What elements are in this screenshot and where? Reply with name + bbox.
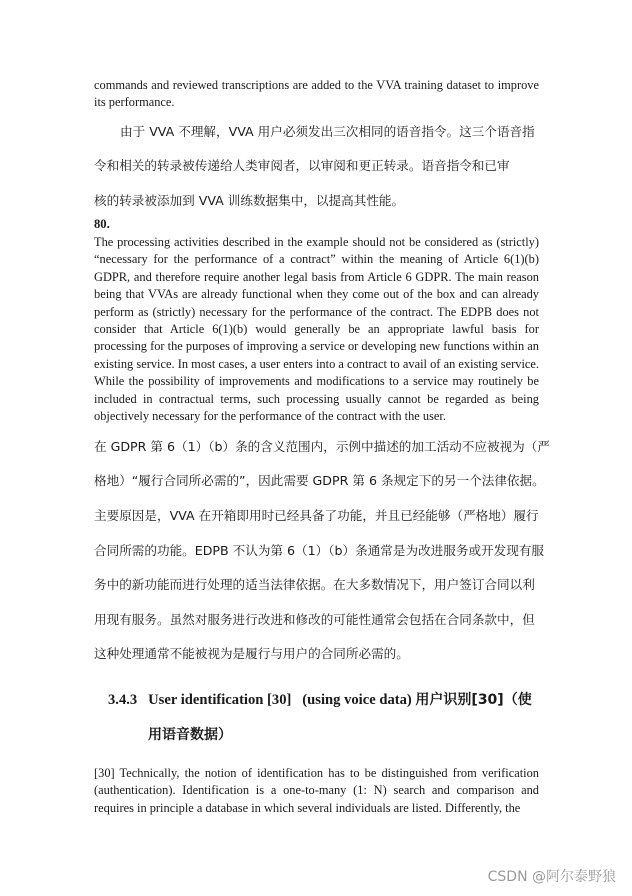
paragraph-80-chinese-line-4: 合同所需的功能。EDPB 不认为第 6（1）（b）条通常是为改进服务或开发现有服 — [94, 543, 545, 558]
csdn-watermark: CSDN @阿尔泰野狼 — [487, 869, 616, 885]
paragraph-number: 80. — [94, 217, 110, 231]
section-title-chinese-line-1: 用户识别[30]（使 — [415, 692, 532, 708]
paragraph-80-chinese-line-1: 在 GDPR 第 6（1）（b）条的含义范围内，示例中描述的加工活动不应被视为（严 — [94, 439, 550, 454]
paragraph-80-chinese-line-2: 格地）“履行合同所必需的”，因此需要 GDPR 第 6 条规定下的另一个法律依据。 — [94, 473, 545, 488]
section-title-chinese-line-2: 用语音数据） — [148, 727, 232, 743]
paragraph-80-chinese-line-7: 这种处理通常不能被视为是履行与用户的合同所必需的。 — [94, 646, 409, 661]
paragraph-80-chinese-line-5: 务中的新功能而进行处理的适当法律依据。在大多数情况下，用户签订合同以利 — [94, 577, 535, 592]
top-paragraph-english: commands and reviewed transcriptions are added to the VVA training dataset to improve its performance. — [94, 78, 539, 110]
top-paragraph-chinese-line-3: 核的转录被添加到 VVA 训练数据集中，以提高其性能。 — [94, 193, 405, 208]
section-title-english: User identification [30] (using voice data) — [148, 692, 412, 708]
paragraph-80-chinese-line-3: 主要原因是，VVA 在开箱即用时已经具备了功能，并且已经能够（严格地）履行 — [94, 508, 539, 523]
paragraph-80-english: The processing activities described in the example should not be considered as (strictly) “necessary for the performance of a contract” within the meaning of Article 6(1)(b) GDPR, and therefore require another legal basis from Article 6 GDPR. The main reason being that VVAs are already functional when they come out of the box and can already perform as (strictly) necessary for the performance of the contract. The EDPB does not consider that Article 6(1)(b) would generally be an appropriate lawful basis for processing for the purposes of improving a service or developing new functions within an existing service. In most cases, a user enters into a contract to avail of an existing service. While the possibility of improvements and modifications to a service may routinely be included in contractual terms, such processing usually cannot be regarded as being objectively necessary for the performance of the contract with the user. — [94, 235, 539, 424]
top-paragraph-chinese-line-1: 由于 VVA 不理解，VVA 用户必须发出三次相同的语音指令。这三个语音指 — [120, 124, 535, 139]
section-heading-line-2 — [148, 724, 232, 744]
section-heading — [108, 689, 532, 709]
footnote-paragraph-english: [30] Technically, the notion of identification has to be distinguished from verification (authentication). Identification is a one-to-many (1: N) search and comparison and requires in principle a database in which several individuals are listed. Differently, the — [94, 766, 539, 815]
section-number: 3.4.3 — [108, 692, 138, 708]
paragraph-80-chinese-line-6: 用现有服务。虽然对服务进行改进和修改的可能性通常会包括在合同条款中，但 — [94, 612, 535, 627]
top-paragraph-chinese-line-2: 令和相关的转录被传递给人类审阅者，以审阅和更正转录。语音指令和已审 — [94, 158, 510, 173]
